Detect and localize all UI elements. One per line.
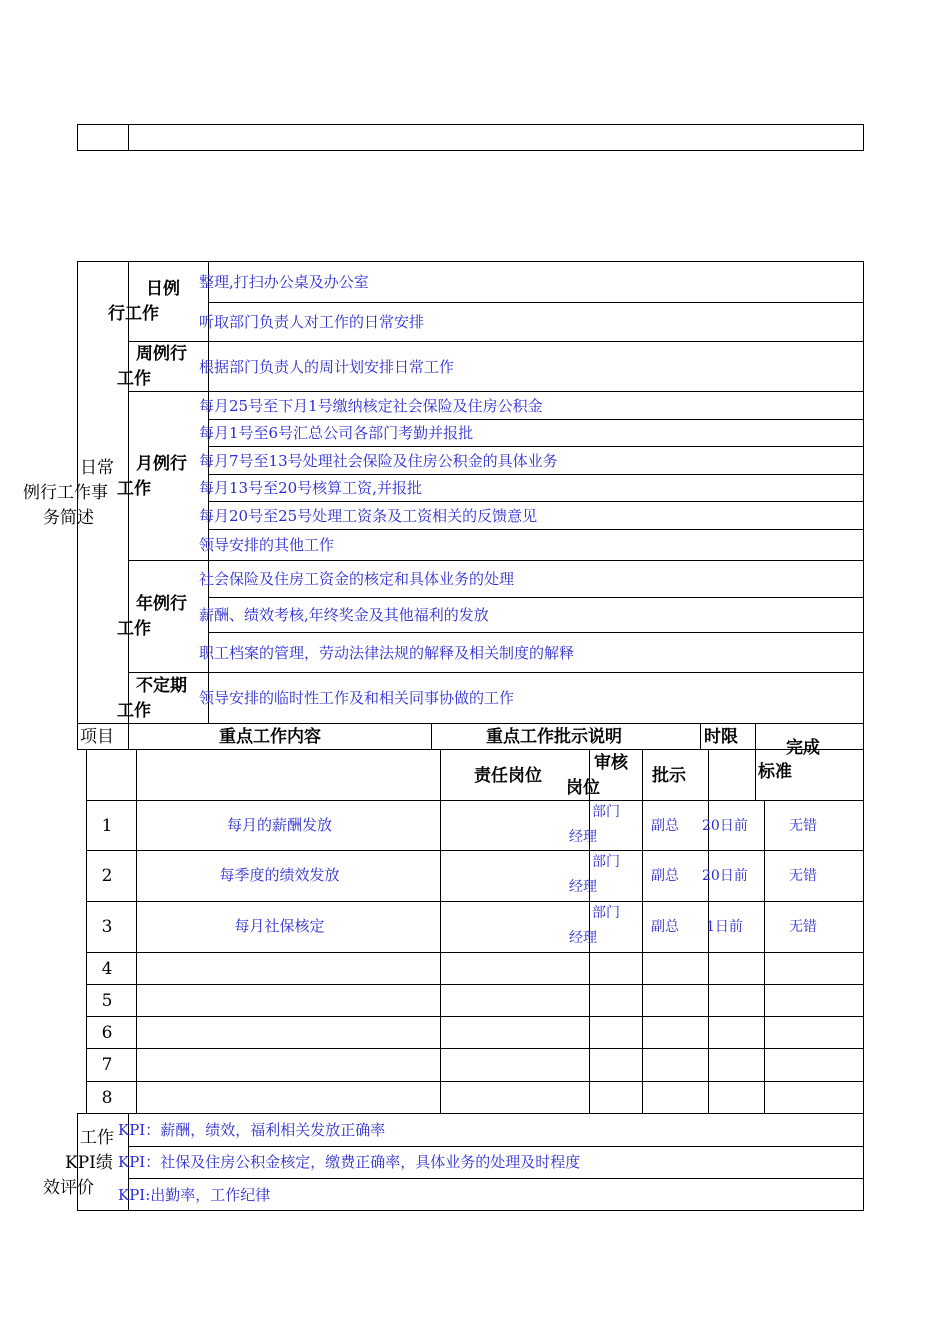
yearly-item: 薪酬、绩效考核,年终奖金及其他福利的发放	[199, 606, 489, 624]
col-line	[764, 800, 765, 1114]
routine-title-line: 日常	[80, 458, 114, 478]
yearly-label-line: 年例行	[136, 594, 187, 614]
daily-label-line: 日例	[146, 279, 180, 299]
routine-title-line: 务简述	[43, 508, 94, 528]
row-review-line: 经理	[569, 829, 597, 845]
row-review-line: 部门	[592, 905, 620, 921]
yearly-label-line: 工作	[117, 619, 151, 639]
row-line	[208, 302, 864, 303]
kpi-title-line: 效评价	[43, 1178, 94, 1198]
table-row-line	[86, 1081, 864, 1082]
irregular-item: 领导安排的临时性工作及和相关同事协做的工作	[199, 689, 515, 707]
row-review-line: 部门	[592, 854, 620, 870]
header-instruction: 重点工作批示说明	[486, 727, 622, 747]
row-approve: 副总	[651, 919, 679, 935]
kpi-item: KPI：薪酬，绩效，福利相关发放正确率	[118, 1121, 386, 1139]
key-work-header-row	[77, 723, 864, 750]
table-row-line	[86, 1016, 864, 1017]
monthly-item: 每月1号至6号汇总公司各部门考勤并报批	[199, 424, 474, 442]
row-content: 每月的薪酬发放	[226, 816, 332, 834]
top-row-divider	[128, 124, 129, 151]
monthly-label-line: 月例行	[136, 454, 187, 474]
header-standard-line: 标准	[758, 762, 792, 782]
monthly-item: 每月25号至下月1号缴纳核定社会保险及住房公积金	[199, 397, 543, 415]
irregular-label-line: 不定期	[136, 676, 187, 696]
row-review-line: 经理	[569, 930, 597, 946]
daily-item: 听取部门负责人对工作的日常安排	[199, 313, 425, 331]
monthly-label-line: 工作	[117, 479, 151, 499]
top-empty-row	[77, 124, 864, 151]
row-line	[128, 341, 864, 342]
col-line	[642, 749, 643, 1114]
kpi-item: KPI:出勤率，工作纪律	[118, 1186, 271, 1204]
header-review-line: 岗位	[566, 778, 600, 798]
kpi-item: KPI：社保及住房公积金核定，缴费正确率，具体业务的处理及时程度	[118, 1153, 581, 1171]
row-standard: 无错	[789, 919, 817, 935]
table-row-line	[86, 850, 864, 851]
row-line	[128, 391, 864, 392]
monthly-item: 领导安排的其他工作	[199, 536, 335, 554]
row-number: 8	[101, 1088, 113, 1108]
weekly-label-line: 工作	[117, 369, 151, 389]
irregular-label-line: 工作	[117, 701, 151, 721]
kpi-row-line	[128, 1178, 864, 1179]
row-standard: 无错	[789, 818, 817, 834]
row-number: 2	[101, 866, 113, 886]
table-row-line	[86, 952, 864, 953]
header-standard-line: 完成	[786, 738, 820, 758]
row-number: 3	[101, 917, 113, 937]
weekly-item: 根据部门负责人的周计划安排日常工作	[199, 358, 455, 376]
row-content: 每季度的绩效发放	[219, 866, 340, 884]
table-row-line	[86, 800, 864, 801]
daily-label-line: 行工作	[108, 304, 159, 324]
row-number: 7	[101, 1055, 113, 1075]
header-approve: 批示	[652, 766, 686, 786]
row-line	[208, 501, 864, 502]
header-review-line: 审核	[594, 753, 628, 773]
row-number: 1	[101, 816, 113, 836]
table-row-line	[86, 984, 864, 985]
header-divider	[128, 723, 129, 750]
row-deadline: 20日前	[702, 818, 748, 834]
monthly-item: 每月20号至25号处理工资条及工资相关的反馈意见	[199, 507, 538, 525]
row-approve: 副总	[651, 818, 679, 834]
header-item: 项目	[80, 727, 114, 747]
row-deadline: 1日前	[706, 919, 743, 935]
row-line	[128, 672, 864, 673]
row-content: 每月社保核定	[234, 917, 325, 935]
table-row-line	[86, 1048, 864, 1049]
monthly-item: 每月7号至13号处理社会保险及住房公积金的具体业务	[199, 452, 558, 470]
row-line	[208, 529, 864, 530]
row-standard: 无错	[789, 868, 817, 884]
header-deadline: 时限	[704, 727, 738, 747]
row-number: 4	[101, 959, 113, 979]
kpi-title-line: 工作	[80, 1128, 114, 1148]
header-content: 重点工作内容	[219, 727, 321, 747]
row-line	[128, 560, 864, 561]
row-line	[208, 597, 864, 598]
header-responsible: 责任岗位	[474, 766, 542, 786]
row-number: 5	[101, 991, 113, 1011]
row-deadline: 20日前	[702, 868, 748, 884]
header-divider	[431, 723, 432, 750]
row-line	[208, 632, 864, 633]
row-review-line: 经理	[569, 879, 597, 895]
row-line	[208, 474, 864, 475]
routine-title-line: 例行工作事	[23, 483, 108, 503]
col-line	[440, 749, 441, 1114]
table-row-line	[86, 901, 864, 902]
row-number: 6	[101, 1023, 113, 1043]
monthly-item: 每月13号至20号核算工资,并报批	[199, 479, 422, 497]
row-review-line: 部门	[592, 804, 620, 820]
kpi-title-line: KPI绩	[65, 1153, 113, 1173]
row-line	[208, 446, 864, 447]
yearly-item: 社会保险及住房工资金的核定和具体业务的处理	[199, 570, 515, 588]
daily-item: 整理,打扫办公桌及办公室	[199, 273, 369, 291]
kpi-row-line	[128, 1146, 864, 1147]
header-divider	[700, 723, 701, 750]
row-approve: 副总	[651, 868, 679, 884]
yearly-item: 职工档案的管理，劳动法律法规的解释及相关制度的解释	[199, 644, 575, 662]
weekly-label-line: 周例行	[136, 344, 187, 364]
row-line	[208, 419, 864, 420]
